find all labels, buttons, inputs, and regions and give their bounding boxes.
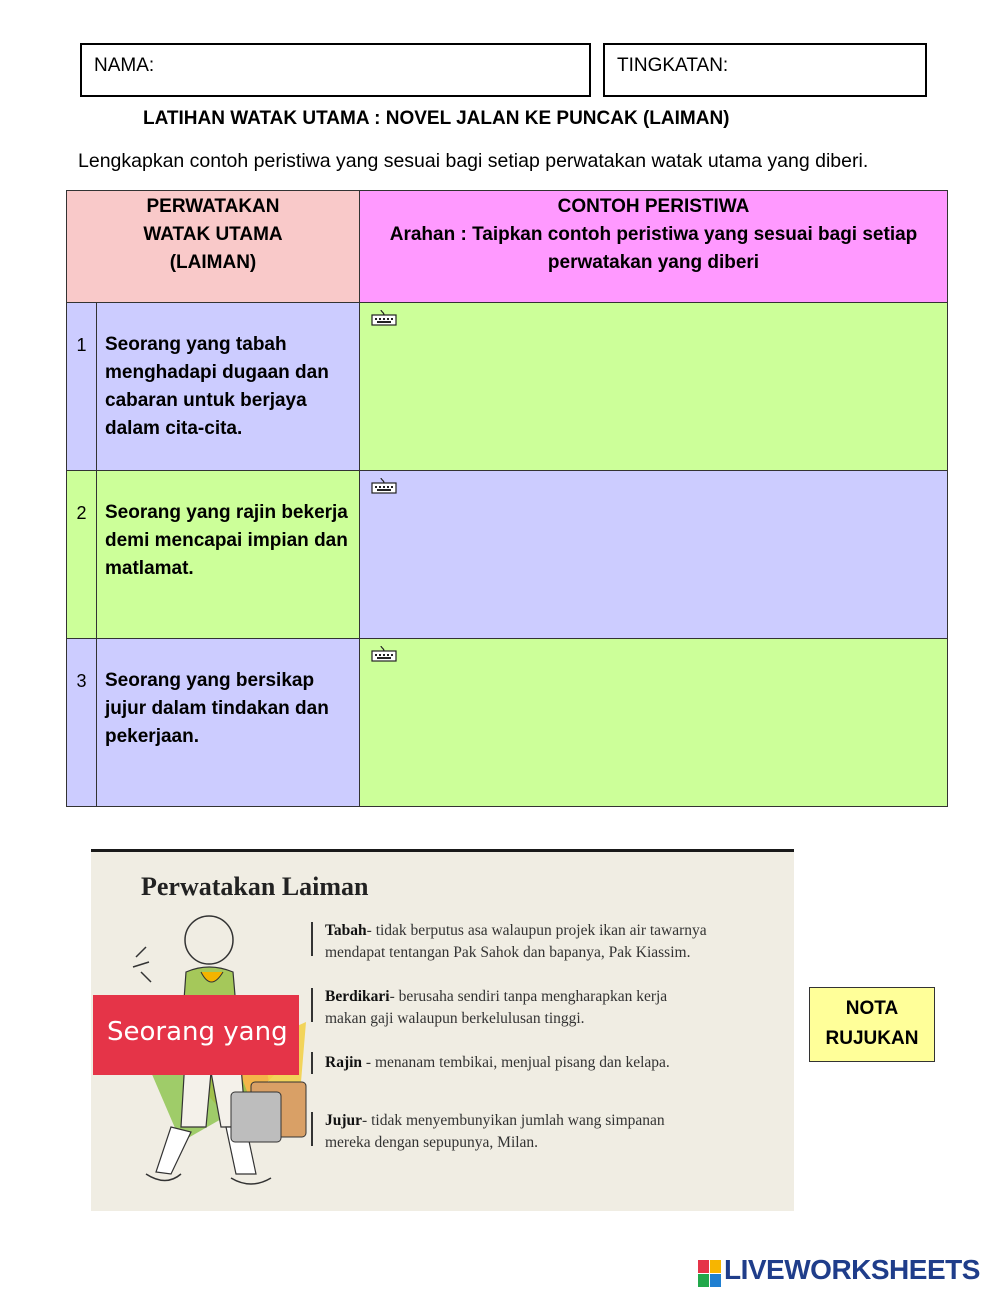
liveworksheets-brand[interactable]: LIVEWORKSHEETS [724, 1254, 980, 1285]
banner-text: Seorang yang [107, 1017, 288, 1047]
header-perwatakan [67, 191, 360, 303]
bullet-bar [311, 988, 313, 1022]
bullet-bar [311, 922, 313, 956]
nota-line: RUJUKAN [825, 1028, 919, 1049]
keyboard-icon [371, 477, 397, 495]
table-row [67, 303, 948, 471]
nota-line: NOTA [845, 998, 899, 1019]
ref-desc: - tidak menyembunyikan jumlah wang simpanan [362, 1112, 665, 1129]
ref-desc: mereka dengan sepupunya, Milan. [325, 1134, 539, 1151]
table-header-row [67, 191, 948, 303]
trait-cell: Seorang yang rajin bekerja demi mencapai impian dan matlamat. [97, 471, 360, 639]
answer-cell [360, 639, 948, 807]
nama-label: NAMA: [94, 55, 155, 76]
liveworksheets-logo-icon [698, 1258, 722, 1292]
table-row [67, 471, 948, 639]
character-table [66, 190, 948, 807]
trait-cell: Seorang yang tabah menghadapi dugaan dan cabaran untuk berjaya dalam cita-cita. [97, 303, 360, 471]
bullet-bar [311, 1112, 313, 1146]
ref-term: Tabah [325, 922, 367, 939]
ref-desc: - menanam tembikai, menjual pisang dan kelapa. [362, 1054, 670, 1071]
ref-desc: makan gaji walaupun berkelulusan tinggi. [325, 1010, 585, 1027]
red-banner [93, 995, 299, 1075]
reference-item-rajin [325, 1052, 785, 1074]
tingkatan-label: TINGKATAN: [617, 55, 729, 76]
ref-desc: mendapat tentangan Pak Sahok dan bapanya, Pak Kiassim. [325, 944, 691, 961]
ref-term: Rajin [325, 1054, 363, 1071]
row-number: 3 [67, 639, 97, 807]
tingkatan-box [603, 43, 927, 97]
instruction-text: Lengkapkan contoh peristiwa yang sesuai bagi setiap perwatakan watak utama yang diberi. [78, 150, 869, 172]
header-contoh-peristiwa [360, 191, 948, 303]
reference-item-berdikari [325, 986, 785, 1030]
header-right-instruction: perwatakan yang diberi [547, 252, 760, 273]
ref-desc: - berusaha sendiri tanpa mengharapkan kerja [389, 988, 668, 1005]
header-left-line: PERWATAKAN [146, 196, 280, 217]
keyboard-icon [371, 309, 397, 327]
nama-box [80, 43, 591, 97]
reference-item-jujur [325, 1110, 785, 1154]
ref-term: Berdikari [325, 988, 390, 1005]
answer-input-3[interactable] [360, 639, 947, 806]
bullet-bar [311, 1052, 313, 1074]
nota-rujukan-label [809, 987, 935, 1062]
reference-item-tabah [325, 920, 785, 964]
row-number: 1 [67, 303, 97, 471]
nama-input[interactable] [82, 45, 589, 95]
header-left-line: (LAIMAN) [169, 252, 257, 273]
reference-image [91, 849, 794, 1211]
answer-cell [360, 303, 948, 471]
table-row [67, 639, 948, 807]
answer-input-2[interactable] [360, 471, 947, 638]
keyboard-icon [371, 645, 397, 663]
header-left-line: WATAK UTAMA [143, 224, 283, 245]
reference-title: Perwatakan Laiman [141, 872, 369, 901]
header-right-title: CONTOH PERISTIWA [557, 196, 750, 217]
ref-desc: - tidak berputus asa walaupun projek ikan air tawarnya [366, 922, 707, 939]
answer-cell [360, 471, 948, 639]
answer-input-1[interactable] [360, 303, 947, 470]
trait-cell: Seorang yang bersikap jujur dalam tindakan dan pekerjaan. [97, 639, 360, 807]
ref-term: Jujur [325, 1112, 363, 1129]
worksheet-title: LATIHAN WATAK UTAMA : NOVEL JALAN KE PUNCAK (LAIMAN) [143, 108, 730, 129]
header-right-instruction: Arahan : Taipkan contoh peristiwa yang sesuai bagi setiap [389, 224, 918, 245]
row-number: 2 [67, 471, 97, 639]
tingkatan-input[interactable] [605, 45, 925, 95]
